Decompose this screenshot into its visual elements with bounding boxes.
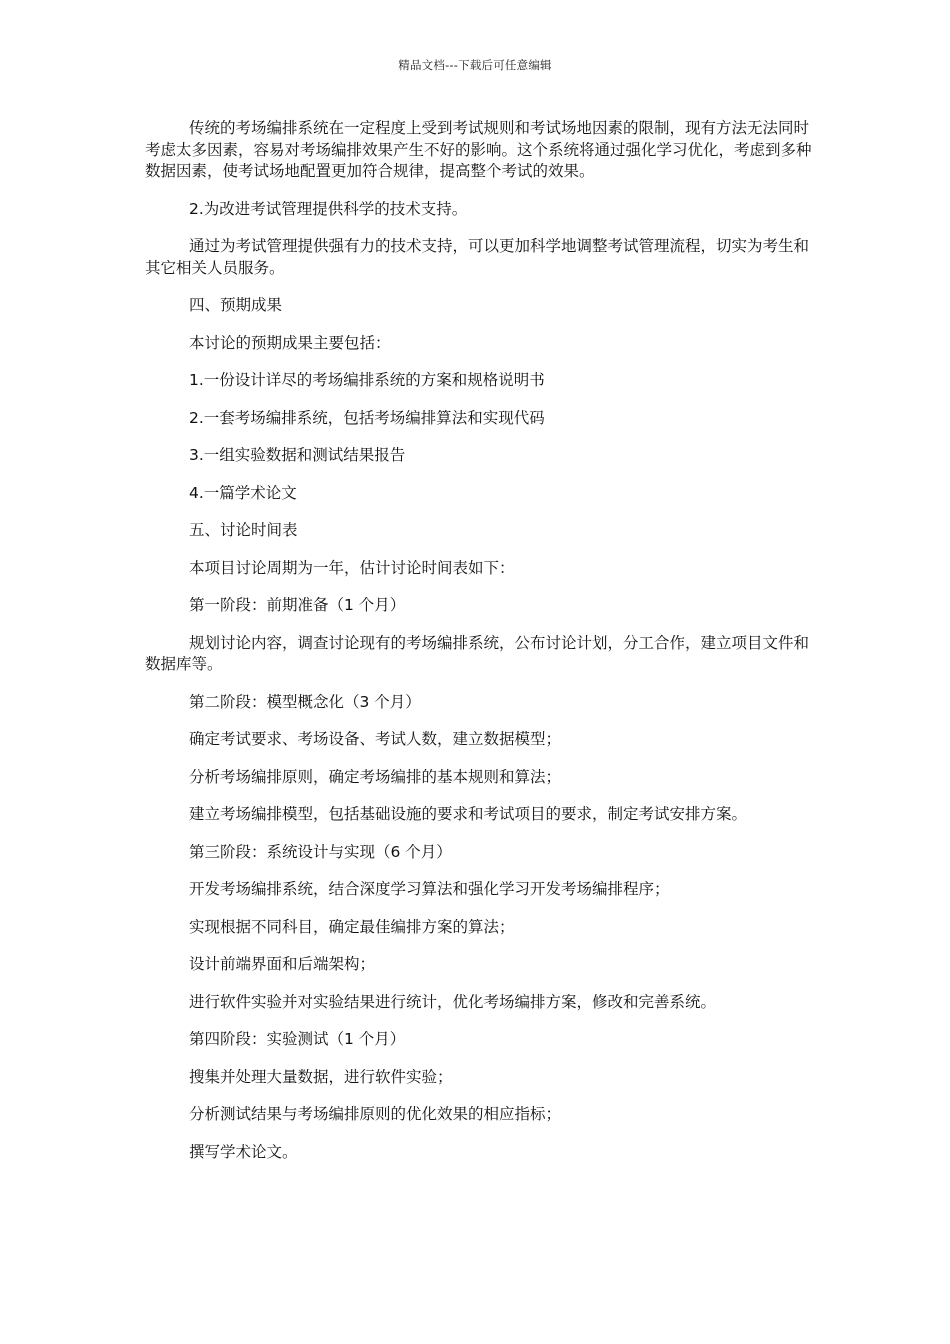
paragraph-22: 进行软件实验并对实验结果进行统计，优化考场编排方案，修改和完善系统。 bbox=[189, 992, 717, 1011]
paragraph-1: 传统的考场编排系统在一定程度上受到考试规则和考试场地因素的限制，现有方法无法同时考虑太多因素，容易对考场编排效果产生不好的影响。这个系统将通过强化学习优化，考虑到多种数据因素，使考试场地配置更加符合规律，提高整个考试的效果。 bbox=[145, 119, 812, 180]
paragraph-11: 本项目讨论周期为一年，估计讨论时间表如下： bbox=[189, 558, 515, 577]
section-heading-schedule: 五、讨论时间表 bbox=[189, 521, 298, 539]
list-item-1: 1.一份设计详尽的考场编排系统的方案和规格说明书 bbox=[189, 371, 545, 389]
list-item-4: 4.一篇学术论文 bbox=[189, 483, 297, 502]
paragraph-26: 撰写学术论文。 bbox=[189, 1142, 298, 1161]
list-item-3: 3.一组实验数据和测试结果报告 bbox=[189, 446, 406, 464]
paragraph-15: 确定考试要求、考场设备、考试人数，建立数据模型； bbox=[189, 730, 562, 748]
paragraph-24: 搜集并处理大量数据，进行软件实验； bbox=[189, 1067, 453, 1086]
list-item-2: 2.一套考场编排系统，包括考场编排算法和实现代码 bbox=[189, 408, 545, 427]
paragraph-21: 设计前端界面和后端架构； bbox=[189, 955, 376, 973]
paragraph-19: 开发考场编排系统，结合深度学习算法和强化学习开发考场编排程序； bbox=[189, 880, 670, 898]
paragraph-17: 建立考场编排模型，包括基础设施的要求和考试项目的要求，制定考试安排方案。 bbox=[189, 805, 748, 823]
paragraph-5: 本讨论的预期成果主要包括： bbox=[189, 333, 391, 352]
paragraph-20: 实现根据不同科目，确定最佳编排方案的算法； bbox=[189, 917, 515, 936]
phase-heading-1: 第一阶段：前期准备（1 个月） bbox=[189, 596, 406, 614]
page-header: 精品文档---下载后可任意编辑 bbox=[398, 58, 552, 72]
document-body bbox=[145, 118, 815, 1179]
paragraph-16: 分析考场编排原则，确定考场编排的基本规则和算法； bbox=[189, 767, 562, 786]
phase-heading-4: 第四阶段：实验测试（1 个月） bbox=[189, 1030, 406, 1048]
paragraph-2: 2.为改进考试管理提供科学的技术支持。 bbox=[189, 199, 468, 218]
section-heading-expected-results: 四、预期成果 bbox=[189, 296, 283, 314]
phase-heading-2: 第二阶段：模型概念化（3 个月） bbox=[189, 692, 421, 711]
phase-heading-3: 第三阶段：系统设计与实现（6 个月） bbox=[189, 842, 452, 861]
paragraph-13: 规划讨论内容，调查讨论现有的考场编排系统，公布讨论计划，分工合作，建立项目文件和数据库等。 bbox=[145, 633, 810, 673]
paragraph-3: 通过为考试管理提供强有力的技术支持，可以更加科学地调整考试管理流程，切实为考生和其它相关人员服务。 bbox=[145, 237, 810, 277]
paragraph-25: 分析测试结果与考场编排原则的优化效果的相应指标； bbox=[189, 1105, 562, 1123]
